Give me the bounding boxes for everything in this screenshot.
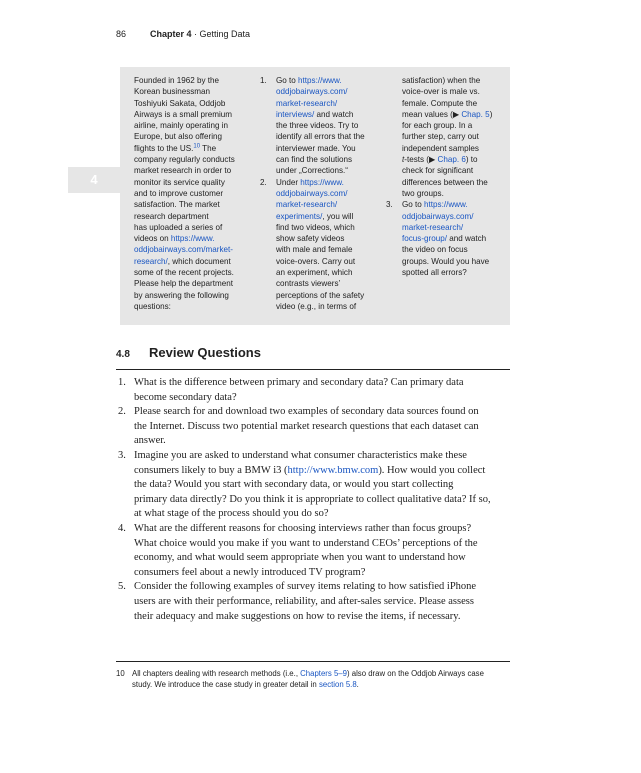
case-text-line: perceptions of the safety — [276, 290, 365, 300]
oddjob-research-link[interactable]: research/ — [134, 256, 168, 266]
case-text-line: by answering the following — [134, 290, 229, 300]
case-text-line: satisfaction) when the — [402, 76, 481, 85]
case-text-line: airline, mainly operating in — [134, 121, 229, 131]
case-text-line: groups. Would you have — [402, 256, 490, 266]
case-text-line: videos on https://www. — [134, 234, 215, 244]
case-text-line: female. Compute the — [402, 98, 478, 108]
case-text-line: company regularly conducts — [134, 155, 235, 165]
case-text-line: Europe, but also offering — [134, 132, 223, 142]
chapter-5-link[interactable]: Chap. 5 — [459, 109, 490, 119]
case-column-3 — [386, 75, 504, 278]
interviews-link[interactable]: https://www. — [298, 76, 342, 85]
case-text-line: mean values (▶ Chap. 5) — [402, 109, 493, 119]
experiments-link[interactable]: market-research/ — [276, 200, 338, 210]
chapters-link[interactable]: Chapters 5–9 — [300, 669, 347, 678]
footnote: 10 All chapters dealing with research methods (i.e., Chapters 5–9) also draw on the Oddjob Airways case study. We introduce the case study in greater detail in section 5.8. — [116, 661, 510, 690]
case-column-2 — [260, 75, 386, 312]
task-2: 2. Under https://www. — [260, 177, 344, 187]
case-text-line: voice-over is male vs. — [402, 87, 480, 97]
case-text-line: focus-group/ and watch — [402, 234, 487, 244]
case-text-line: Korean businessman — [134, 87, 211, 97]
question-item: 3. Imagine you are asked to understand what consumer characteristics make these consumers likely to buy a BMW i3 (http://www.bmw.com). How would you collect the data? Would you start with secondary data, or would you start collecting primary data directly? Do you think it is appropriate to collect qualitative data? If so, at what stage of the process should you do so? — [118, 449, 491, 520]
section-title: Review Questions — [149, 345, 261, 360]
question-item: 4. What are the different reasons for choosing interviews rather than focus groups? What choice would you make if you want to understand CEOs’ perceptions of the economy, and what would seem appropriate when you want to understand how consumers feel about a newly introduced TV program? — [118, 522, 478, 578]
interviews-link[interactable]: interviews/ — [276, 109, 315, 119]
case-text-line: for each group. In a — [402, 121, 473, 131]
experiments-link[interactable]: https://www. — [300, 177, 344, 187]
case-text-line: market research in order to — [134, 166, 232, 176]
case-text-line: the three videos. Try to — [276, 121, 359, 131]
case-text-line: Airways is a small premium — [134, 109, 233, 119]
case-text-line: show safety videos — [276, 234, 345, 244]
case-text-line: two groups. — [402, 188, 444, 198]
question-item: 5. Consider the following examples of survey items relating to how satisfied iPhone users are with their performance, reliability, and after-sales service. Please assess their adequacy and make suggestions on how to revise the items, if necessary. — [118, 581, 477, 622]
case-text-line: an experiment, which — [276, 268, 353, 278]
chapter-side-tab: 4 — [68, 167, 120, 193]
review-questions-list — [118, 376, 510, 624]
focus-group-link[interactable]: oddjobairways.com/ — [402, 211, 474, 221]
question-item: 1. What is the difference between primary and secondary data? Can primary data become secondary data? — [118, 377, 464, 403]
case-text-line: has uploaded a series of — [134, 222, 223, 232]
case-text-line: can find the solutions — [276, 155, 353, 165]
running-header — [116, 29, 250, 39]
footnote-ref[interactable]: 10 — [193, 143, 201, 150]
case-text-line: identify all errors that the — [276, 132, 365, 142]
focus-group-link[interactable]: focus-group/ — [402, 234, 447, 244]
case-text-line: the video on focus — [402, 245, 468, 255]
case-text-line: voice-overs. Carry out — [276, 256, 356, 266]
case-text-line: flights to the US.$^{10}$ The — [134, 143, 217, 153]
case-text-line: check for significant — [402, 166, 474, 176]
case-text-line: contrasts viewers’ — [276, 279, 341, 289]
case-text-line: independent samples — [402, 143, 479, 153]
question-item: 2. Please search for and download two examples of secondary data sources found on the Internet. Discuss two potential market research questions that each dataset can answer. — [118, 406, 479, 447]
experiments-link[interactable]: experiments/ — [276, 211, 323, 221]
case-text-line: Founded in 1962 by the — [134, 76, 220, 85]
case-text-line: research department — [134, 211, 209, 221]
case-text-line: Toshiyuki Sakata, Oddjob — [134, 98, 226, 108]
interviews-link[interactable]: market-research/ — [276, 98, 338, 108]
case-text-line: under „Corrections.“ — [276, 166, 348, 176]
focus-group-link[interactable]: market-research/ — [402, 222, 464, 232]
bmw-link[interactable]: http://www.bmw.com — [287, 464, 379, 476]
case-text-line: Please help the department — [134, 279, 233, 289]
section-heading — [116, 344, 510, 370]
case-text-line: further step, carry out — [402, 132, 479, 142]
task-3: 3. Go to https://www. — [386, 200, 468, 210]
case-text-line: questions: — [134, 301, 171, 311]
section-number: 4.8 — [116, 349, 130, 360]
chapter-6-link[interactable]: Chap. 6 — [435, 155, 466, 165]
case-text-line: research/, which document — [134, 256, 231, 266]
oddjob-research-link[interactable]: https://www. — [170, 234, 215, 244]
case-text-line: t-tests (▶ Chap. 6) to — [402, 155, 478, 165]
chapter-title: Getting Data — [199, 29, 251, 39]
task-1: 1. Go to https://www. — [260, 76, 342, 85]
case-text-line: find two videos, which — [276, 222, 355, 232]
case-text-line: satisfaction. The market — [134, 200, 220, 210]
case-text-line: interviews/ and watch — [276, 109, 354, 119]
case-text-line: with male and female — [276, 245, 353, 255]
experiments-link[interactable]: oddjobairways.com/ — [276, 188, 348, 198]
arrow-icon: ▶ — [428, 155, 436, 165]
oddjob-research-link[interactable]: oddjobairways.com/market- — [134, 245, 233, 255]
case-text-line: differences between the — [402, 177, 488, 187]
page-number: 86 — [116, 29, 127, 39]
arrow-icon: ▶ — [452, 109, 460, 119]
case-text-line: some of the recent projects. — [134, 268, 234, 278]
case-text-line: spotted all errors? — [402, 268, 467, 278]
interviews-link[interactable]: oddjobairways.com/ — [276, 87, 348, 97]
case-text-line: experiments/, you will — [276, 211, 354, 221]
case-text-line: interviewer made. You — [276, 143, 356, 153]
case-text-line: and to improve customer — [134, 188, 224, 198]
header-separator: · — [191, 29, 200, 39]
footnote-number: 10 — [116, 669, 125, 678]
chapter-label: Chapter 4 — [150, 29, 192, 39]
case-column-1 — [134, 75, 254, 312]
case-text-line: video (e.g., in terms of — [276, 301, 357, 311]
focus-group-link[interactable]: https://www. — [424, 200, 468, 210]
section-link[interactable]: section 5.8 — [318, 680, 357, 689]
case-text-line: monitor its service quality — [134, 177, 225, 187]
